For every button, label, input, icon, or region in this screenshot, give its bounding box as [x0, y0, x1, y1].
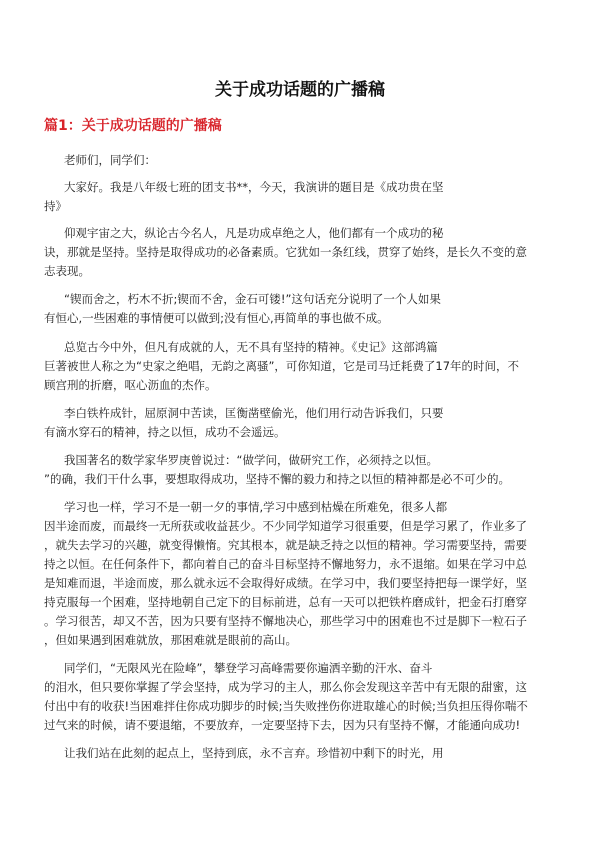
paragraph-line: 让我们站在此刻的起点上，坚持到底，永不言弃。珍惜初中剩下的时光，用 [64, 746, 444, 760]
paragraph-line: 是知难而退，半途而废，那么就永远不会取得好成绩。在学习中，我们要坚持把每一课学好，坚 [44, 576, 527, 590]
paragraph-line: 持》 [44, 199, 67, 213]
paragraph-line: 大家好。我是八年级七班的团支书**，今天，我演讲的题目是《成功贵在坚 [64, 180, 444, 194]
paragraph-line: 学习也一样，学习不是一朝一夕的事情,学习中感到枯燥在所难免，很多人都 [64, 500, 448, 514]
paragraph-line: 付出中有的收获!当困难拌住你成功脚步的时候;当失败挫伤你进取雄心的时候;当负担压得你喘不 [44, 699, 528, 713]
paragraph-line: 持之以恒。在任何条件下，都向着自己的奋斗目标坚持不懈地努力，永不退缩。如果在学习中总 [44, 557, 527, 571]
section-heading: 篇1：关于成功话题的广播稿 [44, 118, 222, 134]
paragraph-line: ，但如果遇到困难就放，那困难就是眼前的高山。 [44, 633, 297, 647]
paragraph-line: 持克服每一个困难，坚持地朝自己定下的目标前进，总有一天可以把铁杵磨成针，把金石打磨穿 [44, 595, 527, 609]
paragraph-line: 。学习很苦，却又不苦，因为只要有坚持不懈地决心，那些学习中的困难也不过是脚下一粒石子 [44, 614, 527, 628]
paragraph-line: ”的确，我们干什么事，要想取得成功，坚持不懈的毅力和持之以恒的精神都是必不可少的。 [44, 472, 510, 486]
paragraph-line: 巨著被世人称之为“史家之绝唱，无韵之离骚”，可你知道，它是司马迁耗费了17年的时间，不 [44, 359, 520, 373]
paragraph-line: 的泪水，但只要你掌握了学会坚持，成为学习的主人，那么你会发现这辛苦中有无限的甜蜜，这 [44, 680, 527, 694]
paragraph-line: 总览古今中外，但凡有成就的人，无不具有坚持的精神。《史记》这部鸿篇 [64, 340, 438, 354]
document-title: 关于成功话题的广播稿 [215, 80, 385, 100]
paragraph-line: 仰观宇宙之大，纵论古今名人，凡是功成卓绝之人，他们都有一个成功的秘 [64, 226, 444, 240]
paragraph-line: 同学们，“无限风光在险峰”，攀登学习高峰需要你遍洒辛勤的汗水、奋斗 [64, 661, 433, 675]
paragraph-line: 过气来的时候，请不要退缩，不要放弃，一定要坚持下去，因为只有坚持不懈，才能通向成功! [44, 718, 521, 732]
paragraph-line: 顾宫刑的折磨，呕心沥血的杰作。 [44, 378, 217, 392]
paragraph-line: “锲而舍之，朽木不折;锲而不舍，金石可镂!”这句话充分说明了一个人如果 [64, 292, 441, 306]
paragraph-line: 有恒心,一些困难的事情便可以做到;没有恒心,再简单的事也做不成。 [44, 311, 389, 325]
paragraph-line: 诀，那就是坚持。坚持是取得成功的必备素质。它犹如一条红线，贯穿了始终，是长久不变的意 [44, 245, 527, 259]
paragraph-line: 李白铁杵成针，屈原洞中苦读，匡衡凿壁偷光，他们用行动告诉我们，只要 [64, 406, 444, 420]
paragraph-line: 老师们，同学们： [64, 153, 156, 167]
paragraph-line: 我国著名的数学家华罗庚曾说过：“做学问，做研究工作，必须持之以恒。 [64, 453, 438, 467]
paragraph-line: 因半途而废，而最终一无所获或收益甚少。不少同学知道学习很重要，但是学习累了，作业多了 [44, 519, 527, 533]
paragraph-line: ，就失去学习的兴趣，就变得懒惰。究其根本，就是缺乏持之以恒的精神。学习需要坚持，需要 [44, 538, 527, 552]
paragraph-line: 志表现。 [44, 264, 90, 278]
paragraph-line: 有滴水穿石的精神，持之以恒，成功不会遥远。 [44, 425, 286, 439]
